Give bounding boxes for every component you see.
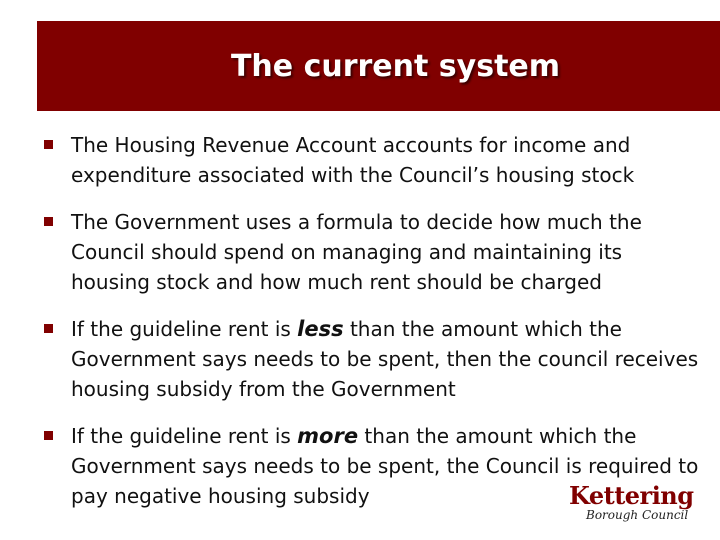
logo-subtitle: Borough Council (586, 508, 689, 522)
bullet-list (44, 130, 704, 528)
bullet-item-less (44, 314, 704, 404)
title-banner (37, 21, 720, 111)
logo-name: Kettering (569, 481, 694, 510)
bullet-text: The Government uses a formula to decide how much the Council should spend on managing and maintaining its housing stock and how much rent should be charged (71, 210, 642, 294)
square-bullet-icon (44, 431, 53, 440)
bullet-text-after: than the amount which the Government says needs to be spent, the Council is required to pay negative housing subsidy (71, 424, 699, 508)
bullet-text-before: If the guideline rent is (71, 317, 298, 341)
bullet-text-before: If the guideline rent is (71, 424, 298, 448)
square-bullet-icon (44, 217, 53, 226)
bullet-item-formula (44, 207, 704, 297)
bullet-text-after: than the amount which the Government says needs to be spent, then the council receives housing subsidy from the Government (71, 317, 699, 401)
bullet-item-hra (44, 130, 704, 190)
bullet-emphasis: more (297, 424, 359, 448)
slide-title: The current system (230, 48, 561, 84)
square-bullet-icon (44, 324, 53, 333)
kettering-logo (569, 482, 703, 526)
bullet-emphasis: less (297, 317, 344, 341)
bullet-text: The Housing Revenue Account accounts for income and expenditure associated with the Council’s housing stock (71, 133, 635, 187)
square-bullet-icon (44, 140, 53, 149)
